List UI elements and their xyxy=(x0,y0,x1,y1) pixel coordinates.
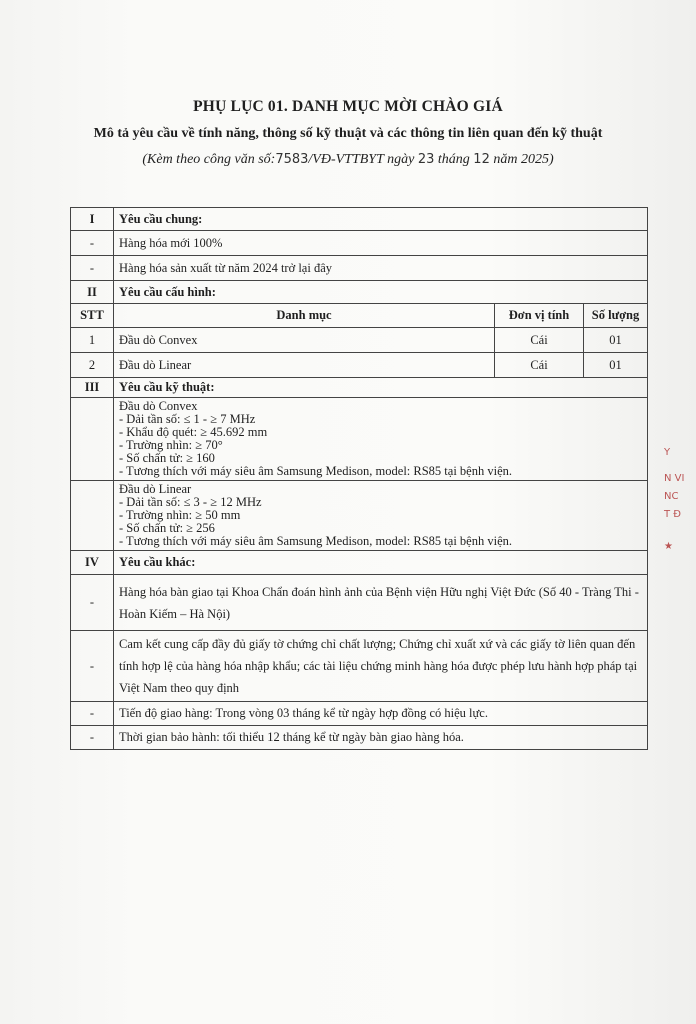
ref-prefix: (Kèm theo công văn số: xyxy=(142,152,276,167)
ref-month: 12 xyxy=(473,152,490,167)
row-name: Đầu dò Linear xyxy=(114,353,495,378)
ref-day: 23 xyxy=(417,152,435,167)
stamp-text: N VI xyxy=(664,473,685,484)
table-row xyxy=(71,631,648,702)
document-title: PHỤ LỤC 01. DANH MỤC MỜI CHÀO GIÁ xyxy=(193,98,503,115)
row-name: Đầu dò Convex xyxy=(114,328,495,353)
section-heading: Yêu cầu chung: xyxy=(114,208,648,231)
ref-suffix: năm 2025) xyxy=(489,152,554,167)
requirements-table xyxy=(70,207,648,750)
document-subtitle: Mô tả yêu cầu về tính năng, thông số kỹ thuật và các thông tin liên quan đến kỹ thuật xyxy=(93,126,603,141)
table-row xyxy=(71,353,648,378)
row-text: Cam kết cung cấp đầy đủ giấy tờ chứng chỉ chất lượng; Chứng chỉ xuất xứ và các giấy tờ liên quan đến tính hợp lệ của hàng hóa nhập khẩu; các tài liệu chứng minh hàng hóa được phép lưu hành hợp pháp tại Việt Nam theo quy định xyxy=(114,631,648,702)
table-row xyxy=(71,231,648,256)
section-heading: Yêu cầu khác: xyxy=(114,551,648,575)
section-heading: Yêu cầu cấu hình: xyxy=(114,281,648,304)
spec-line: - Dải tần số: ≤ 1 - ≥ 7 MHz xyxy=(119,412,256,426)
spec-line: Đầu dò Linear xyxy=(119,482,192,496)
stamp-fragment xyxy=(664,430,696,580)
section-number: III xyxy=(71,378,114,398)
spec-line: - Khẩu độ quét: ≥ 45.692 mm xyxy=(119,425,268,439)
spec-line: - Tương thích với máy siêu âm Samsung Medison, model: RS85 tại bệnh viện. xyxy=(119,464,512,478)
row-marker: - xyxy=(71,631,114,702)
row-text: Hàng hóa sản xuất từ năm 2024 trở lại đây xyxy=(114,256,648,281)
column-header-row xyxy=(71,304,648,328)
table-row xyxy=(71,702,648,726)
stamp-text: T Đ xyxy=(664,509,682,520)
row-marker: - xyxy=(71,726,114,750)
row-text: Thời gian bảo hành: tối thiểu 12 tháng kể từ ngày bàn giao hàng hóa. xyxy=(114,726,648,750)
column-header-name: Danh mục xyxy=(114,304,495,328)
section-number: II xyxy=(71,281,114,304)
row-stt: 2 xyxy=(71,353,114,378)
row-marker: - xyxy=(71,256,114,281)
stamp-star-icon: ★ xyxy=(664,541,673,552)
column-header-unit: Đơn vị tính xyxy=(495,304,584,328)
row-marker: - xyxy=(71,702,114,726)
stamp-text: NC xyxy=(664,491,679,502)
spec-block-convex xyxy=(71,398,648,481)
spec-line: - Số chấn tử: ≥ 256 xyxy=(119,521,215,535)
ref-number: 7583 xyxy=(275,152,309,167)
row-stt: 1 xyxy=(71,328,114,353)
section-II-header xyxy=(71,281,648,304)
column-header-stt: STT xyxy=(71,304,114,328)
spec-line: - Trường nhìn: ≥ 50 mm xyxy=(119,508,241,522)
section-IV-header xyxy=(71,551,648,575)
section-number: I xyxy=(71,208,114,231)
row-unit: Cái xyxy=(495,353,584,378)
section-heading: Yêu cầu kỹ thuật: xyxy=(114,378,648,398)
document-reference xyxy=(0,152,696,168)
section-III-header xyxy=(71,378,648,398)
row-marker: - xyxy=(71,231,114,256)
row-marker: - xyxy=(71,575,114,631)
spec-line: - Số chấn tử: ≥ 160 xyxy=(119,451,215,465)
spec-line: - Tương thích với máy siêu âm Samsung Medison, model: RS85 tại bệnh viện. xyxy=(119,534,512,548)
table-row xyxy=(71,575,648,631)
spec-line: - Dải tần số: ≤ 3 - ≥ 12 MHz xyxy=(119,495,262,509)
table-row xyxy=(71,726,648,750)
spec-block-linear xyxy=(71,481,648,551)
column-header-qty: Số lượng xyxy=(584,304,648,328)
table-row xyxy=(71,256,648,281)
row-qty: 01 xyxy=(584,353,648,378)
spec-line: - Trường nhìn: ≥ 70° xyxy=(119,438,223,452)
section-number: IV xyxy=(71,551,114,575)
row-qty: 01 xyxy=(584,328,648,353)
stamp-text: Y xyxy=(664,447,671,458)
spec-line: Đầu dò Convex xyxy=(119,399,198,413)
ref-month-label: tháng xyxy=(434,152,470,167)
row-text: Tiến độ giao hàng: Trong vòng 03 tháng kể từ ngày hợp đồng có hiệu lực. xyxy=(114,702,648,726)
row-text: Hàng hóa mới 100% xyxy=(114,231,648,256)
row-unit: Cái xyxy=(495,328,584,353)
row-text: Hàng hóa bàn giao tại Khoa Chẩn đoán hình ảnh của Bệnh viện Hữu nghị Việt Đức (Số 40 - Tràng Thi - Hoàn Kiếm – Hà Nội) xyxy=(114,575,648,631)
section-I-header xyxy=(71,208,648,231)
table-row xyxy=(71,328,648,353)
ref-middle: /VĐ-VTTBYT ngày xyxy=(308,152,415,167)
